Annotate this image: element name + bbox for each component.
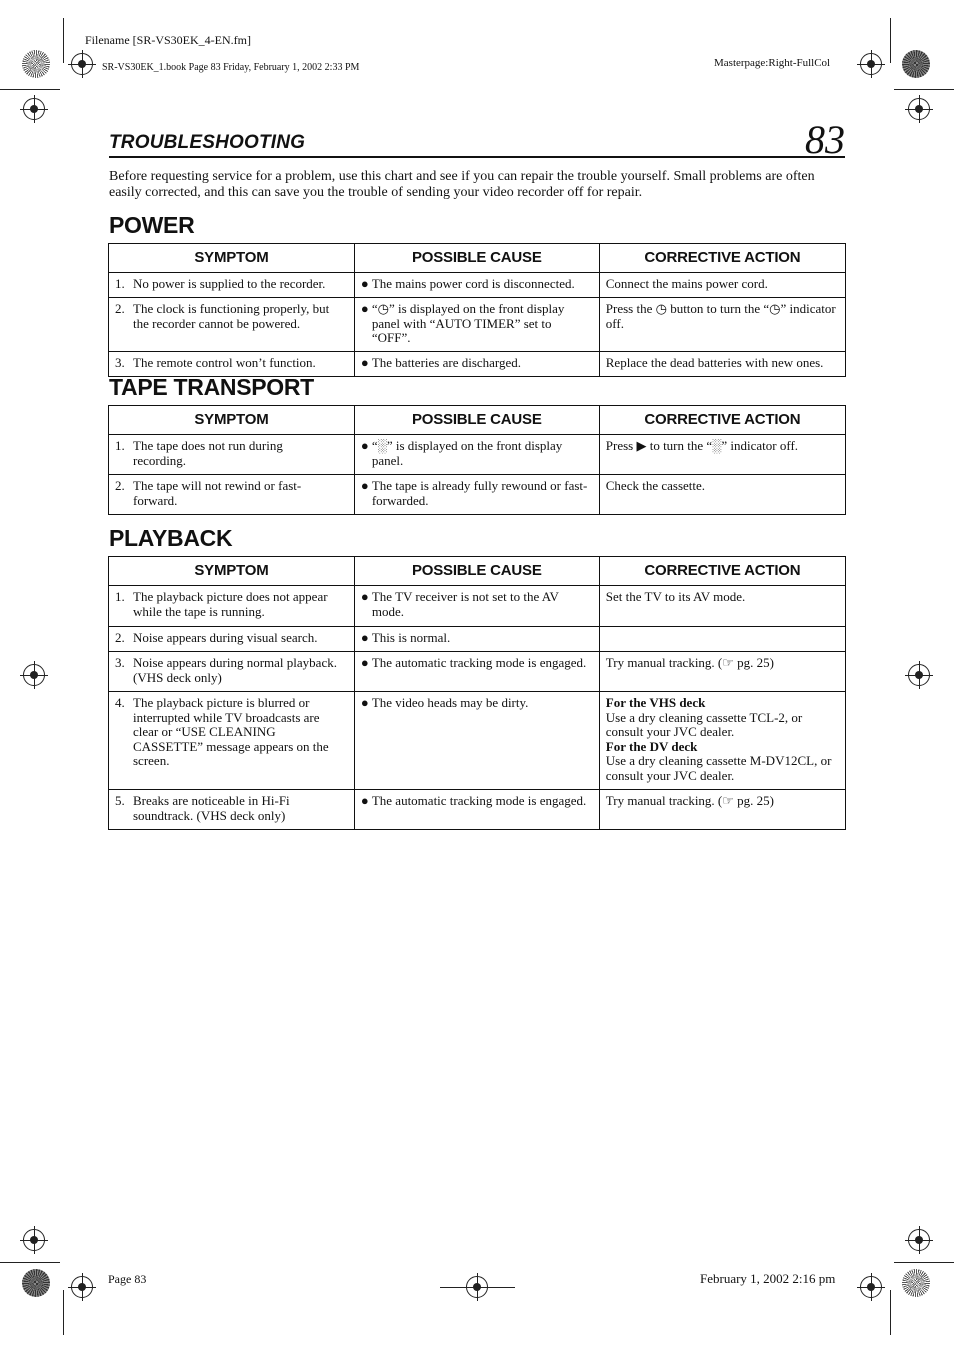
crosshair-icon — [860, 1276, 882, 1298]
crosshair-icon — [23, 1229, 45, 1251]
crosshair-icon — [23, 98, 45, 120]
row-number: 1. — [115, 438, 125, 453]
crop-mark — [0, 89, 60, 90]
column-header-action: CORRECTIVE ACTION — [599, 406, 845, 435]
book-info-label: SR-VS30EK_1.book Page 83 Friday, February 1, 2002 2:33 PM — [102, 62, 360, 73]
intro-paragraph: Before requesting service for a problem, use this chart and see if you can repair the trouble yourself. Small problems are often easily corrected, and this can save you the trouble of sending your video recorder off for repair. — [109, 169, 815, 200]
crop-mark — [63, 1290, 64, 1335]
symptom-text: No power is supplied to the recorder. — [133, 276, 326, 291]
column-header-cause: POSSIBLE CAUSE — [354, 406, 599, 435]
crop-mark — [890, 1290, 891, 1335]
action-text: Press ▶ to turn the “░” indicator off. — [599, 435, 845, 475]
row-number: 2. — [115, 630, 125, 645]
registration-disc-icon — [902, 50, 930, 78]
table-row — [109, 586, 846, 627]
symptom-text: The tape does not run during recording. — [133, 438, 283, 468]
column-header-symptom: SYMPTOM — [109, 557, 355, 586]
tape-transport-table — [108, 405, 846, 515]
cause-text: This is normal. — [371, 630, 451, 645]
table-row — [109, 692, 846, 790]
power-table — [108, 243, 846, 377]
crop-mark — [0, 1262, 60, 1263]
footer-date-label: February 1, 2002 2:16 pm — [700, 1271, 836, 1286]
row-number: 1. — [115, 589, 125, 604]
symptom-text: The clock is functioning properly, but the recorder cannot be powered. — [133, 301, 330, 331]
table-row — [109, 627, 846, 652]
symptom-text: The playback picture does not appear while the tape is running. — [133, 589, 328, 619]
action-dv-text: Use a dry cleaning cassette M-DV12CL, or consult your JVC dealer. — [605, 753, 832, 783]
bullet-icon: ● — [360, 276, 369, 291]
bullet-icon: ● — [360, 438, 369, 453]
table-row — [109, 652, 846, 692]
action-text: Check the cassette. — [599, 475, 845, 515]
cause-text: The automatic tracking mode is engaged. — [371, 655, 587, 670]
symptom-text: The tape will not rewind or fast-forward. — [133, 478, 302, 508]
bullet-icon: ● — [360, 301, 369, 316]
filename-label: Filename [SR-VS30EK_4-EN.fm] — [85, 33, 251, 47]
table-header-row — [109, 406, 846, 435]
cause-text: The automatic tracking mode is engaged. — [371, 793, 587, 808]
bullet-icon: ● — [360, 354, 369, 370]
crop-mark — [63, 18, 64, 63]
table-row — [109, 790, 846, 830]
crop-mark — [890, 18, 891, 63]
table-row — [109, 435, 846, 475]
title-bar — [109, 117, 845, 162]
bullet-icon: ● — [360, 589, 369, 604]
column-header-symptom: SYMPTOM — [109, 244, 355, 273]
column-header-cause: POSSIBLE CAUSE — [354, 557, 599, 586]
bullet-icon: ● — [360, 695, 369, 710]
crop-mark — [894, 1262, 954, 1263]
action-text: Connect the mains power cord. — [599, 273, 845, 298]
crop-mark — [440, 1287, 515, 1288]
action-cell — [599, 692, 845, 790]
table-row — [109, 475, 846, 515]
table-header-row — [109, 557, 846, 586]
section-heading-tape-transport: TAPE TRANSPORT — [109, 374, 314, 400]
crosshair-icon — [908, 664, 930, 686]
action-text — [599, 627, 845, 652]
crosshair-icon — [23, 664, 45, 686]
bullet-icon: ● — [360, 793, 369, 808]
symptom-text: The playback picture is blurred or interrupted while TV broadcasts are clear or “USE CLEANING CASSETTE” message appears on the screen. — [133, 695, 329, 768]
bullet-icon: ● — [360, 655, 369, 670]
registration-disc-icon — [902, 1269, 930, 1297]
crop-mark — [894, 89, 954, 90]
footer-page-label: Page 83 — [108, 1272, 147, 1286]
table-header-row — [109, 244, 846, 273]
crosshair-icon — [908, 1229, 930, 1251]
action-text: Try manual tracking. (☞ pg. 25) — [599, 652, 845, 692]
cause-text: The tape is already fully rewound or fast-forwarded. — [371, 478, 588, 508]
crosshair-icon — [860, 53, 882, 75]
cause-text: “◷” is displayed on the front display panel with “AUTO TIMER” set to “OFF”. — [371, 301, 565, 345]
column-header-cause: POSSIBLE CAUSE — [354, 244, 599, 273]
bullet-icon: ● — [360, 478, 369, 493]
column-header-action: CORRECTIVE ACTION — [599, 244, 845, 273]
registration-disc-icon — [22, 50, 50, 78]
action-vhs-heading: For the VHS deck — [605, 695, 706, 710]
action-text: Replace the dead batteries with new ones. — [599, 351, 845, 376]
action-dv-heading: For the DV deck — [605, 738, 698, 754]
playback-table — [108, 556, 846, 830]
cause-text: “░” is displayed on the front display panel. — [371, 438, 563, 468]
column-header-symptom: SYMPTOM — [109, 406, 355, 435]
action-text: Set the TV to its AV mode. — [599, 586, 845, 627]
row-number: 3. — [115, 354, 125, 370]
row-number: 3. — [115, 655, 125, 670]
row-number: 5. — [115, 793, 125, 808]
crosshair-icon — [71, 53, 93, 75]
row-number: 1. — [115, 276, 125, 291]
section-heading-playback: PLAYBACK — [109, 525, 233, 551]
action-text: Press the ◷ button to turn the “◷” indicator off. — [599, 298, 845, 352]
symptom-text: Noise appears during visual search. — [133, 630, 318, 645]
cause-text: The video heads may be dirty. — [371, 695, 529, 710]
page-title: TROUBLESHOOTING — [109, 132, 306, 153]
cause-text: The mains power cord is disconnected. — [371, 276, 575, 291]
column-header-action: CORRECTIVE ACTION — [599, 557, 845, 586]
masterpage-label: Masterpage:Right-FullCol — [714, 57, 831, 69]
crosshair-icon — [908, 98, 930, 120]
symptom-text: Breaks are noticeable in Hi-Fi soundtrack. (VHS deck only) — [133, 793, 290, 823]
action-text: Try manual tracking. (☞ pg. 25) — [599, 790, 845, 830]
row-number: 2. — [115, 478, 125, 493]
symptom-text: Noise appears during normal playback. (VHS deck only) — [133, 655, 337, 685]
table-row — [109, 298, 846, 352]
cause-text: The batteries are discharged. — [371, 354, 522, 370]
action-vhs-text: Use a dry cleaning cassette TCL-2, or consult your JVC dealer. — [605, 709, 803, 739]
bullet-icon: ● — [360, 630, 369, 645]
table-row — [109, 351, 846, 376]
row-number: 2. — [115, 301, 125, 316]
row-number: 4. — [115, 695, 125, 710]
registration-disc-icon — [22, 1269, 50, 1297]
page-number: 83 — [805, 117, 845, 162]
cause-text: The TV receiver is not set to the AV mode. — [371, 589, 559, 619]
crosshair-icon — [71, 1276, 93, 1298]
section-heading-power: POWER — [109, 212, 195, 238]
symptom-text: The remote control won’t function. — [133, 354, 316, 370]
table-row — [109, 273, 846, 298]
